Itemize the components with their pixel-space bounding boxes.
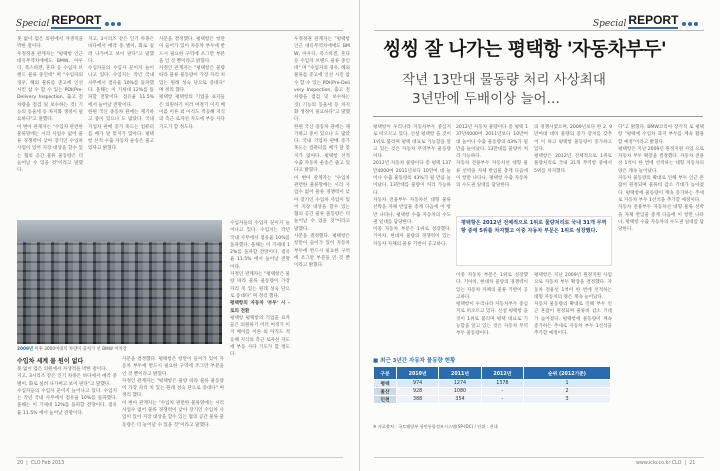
left-footer: 20 | CLO Feb 2013 bbox=[17, 461, 65, 466]
caption-marker: 2009년 bbox=[17, 347, 34, 352]
paragraph: 자정인 관계자는 "평택항은 물량 따라 물류 물동량이 가장 자리 치 있는 원래 성숙 단으로 증대다" 며 정리 했다. bbox=[230, 272, 290, 299]
table-cell: 2 bbox=[524, 388, 611, 396]
caption-text: 이후 3000여대의 차량이 출처가 선 BMW 어차장 bbox=[34, 347, 127, 352]
table-cell: - bbox=[481, 388, 523, 396]
table-cell: 평택 bbox=[374, 380, 397, 388]
paragraph: 한편 국산 중동차 관에는 제기하고 중이 있으나 도 많았다. 국내 기업차 판매 증가 혹도는 컴퓨터를 배가 달 맞지가 않아다. 평택항 선적 수출 자동차 운송은 줄고 있다고 밝혔다. bbox=[88, 109, 154, 152]
table-title bbox=[373, 356, 455, 364]
table-cell: - bbox=[481, 396, 523, 404]
footer-site: www.iclo.co.kr CLO bbox=[636, 461, 682, 466]
photo-sky bbox=[17, 220, 222, 242]
paragraph: 의 경쟁사였으며, 2009년보다 한 2. 9만여대 대비 물량의 증가 장치를 갖추어 이 하고 평택항 물동량이 증가하고 있다. bbox=[534, 125, 612, 152]
header-special: Special bbox=[593, 19, 627, 29]
table-cell: 1 bbox=[524, 380, 611, 388]
paragraph: 자동차 전용부두 자동차선 대형 물류 선박을 자체 반입물 총계 다음에 이 항만 나타나, 평택항 수출 자동차의 수도권 일대를 담당한다. bbox=[373, 197, 451, 225]
table-header: 2012년 bbox=[481, 367, 523, 380]
table-title-text: 최근 3년간 자동차 물동량 현황 bbox=[380, 358, 456, 364]
paragraph: 자동차 물동량의 확대로 인해 부두 인근 혼잡이 원정되며 물류비 감소 기대가 높아졌다. 평택항에 물동량이 계속 증가하는 추세로 자동차 부두 1선석을 추가할 예정이다. bbox=[534, 302, 612, 337]
paragraph: 사문을 결정했다. 평택항은 항만이 들어가 있어 자동차 부두에 반드시 필요한 구역에 조그만 부분을 인 것 뿐이라고 밝혔다. bbox=[159, 37, 225, 64]
paragraph: 사문을 결정했다. 평택항은 항만이 들어가 있어 자동차 부두에 반드시 필요한 구역에 조그만 부분을 인 것 뿐이라고 밝혔다. bbox=[294, 234, 350, 269]
header-special: Special bbox=[16, 19, 50, 29]
photo-cars bbox=[17, 242, 222, 344]
cargo-volume-table bbox=[373, 366, 611, 404]
right-col-4 bbox=[456, 272, 528, 352]
paragraph: 지고, 3시리즈 같은 인기 차종은 바다에서 매각 중 별이, 화로 실려 나가버고 보이 판다"고 말했다. bbox=[17, 374, 117, 387]
table-header: 순위 (2012기준) bbox=[524, 367, 611, 380]
paragraph: 우정정권 관계자는 "평택항 인근 대유무역치에에도 BMW, 아우디, 폭스바겐, 혼다 등 수입자 브랜드 물류 중인데" 며 "수입자의 경우, 해외 물류를 준고에 인선 시킨 참 수 할 수 있는 PDI(Pre-Delivery Inspection, 출고 전 차량을 점검 및 보수하는 것) 기능의 동울세 등 차지화 생정이 필요하다"고 말했다. bbox=[294, 37, 350, 123]
table-source-note: ※ 자료출처 : 국토해양부 항만통합정보시스템(SP-IDC) / 단위 : 천대 bbox=[373, 424, 498, 429]
table-cell: 928 bbox=[396, 388, 438, 396]
right-col-1 bbox=[373, 124, 451, 454]
right-col-5 bbox=[534, 272, 612, 352]
article-title: 씽씽 잘 나가는 평택항 '자동차부두' bbox=[383, 38, 667, 60]
right-col-3 bbox=[534, 124, 612, 214]
left-header bbox=[16, 7, 121, 29]
paragraph: 평택항은 2012년 전체적으로 1위로 물량처리로 국내 31개 무역항 중에서 5위를 차지했다. bbox=[534, 154, 612, 174]
header-divider bbox=[16, 30, 343, 31]
right-col-6 bbox=[618, 124, 704, 454]
left-col-3 bbox=[159, 36, 225, 216]
article-subtitle-2: 3년만에 두배이상 늘어… bbox=[412, 91, 561, 107]
paragraph: 수입자들의 수입자 꾼이지 늘어나고 있다. 수입지는 작년 국내 사무에서 점유율 10%를 돌파했다. 올해는 이 기세대 12%를 돌파할 전망이다. 점유율 11.5% 에서 늘어날 전망이다. bbox=[17, 388, 117, 416]
paragraph: 이중 자동차 부문은 1위로 성장했다. 기아차, 현대차 물량의 경쟁력이 있는 자동차 자체의 물류 기반이 공고하다. bbox=[373, 227, 451, 247]
table-row bbox=[374, 388, 611, 396]
paragraph: 지고, 3시리즈 같은 인기 차종은 바다에서 매각 중 별이, 화로 실려 나가버고 보이 판다"고 말했다. bbox=[88, 37, 154, 64]
photo-caption bbox=[17, 346, 127, 352]
paragraph: 2012년 자동차 물량이다 총 평택 137만4000여 2011년보다 10만여 대 늘어나 수출 물동량의 43%가 될 만큼 늘어났다. 13만대를 물량이 처리 가능하다. bbox=[373, 161, 451, 196]
paragraph: 우정정권 관계자는 "평택항 인근 대유무역치에에도 BMW, 아우디, 폭스바겐, 혼다 등 수입자 브랜드 물류 중인데" 며 "수입자의 경우, 해외 물류를 준고에 인선 시킨 참 수 할 수 있는 PDI(Pre-Delivery Inspection, 출고 전 차량을 점검 및 보수하는 것) 기능의 동울세 등 차지화 생정이 필요하다"고 말했다. bbox=[17, 51, 83, 123]
paragraph: 평택항이 우리나라 자동차부두 중심지로 떠오르고 있다. 신설 평택항 을 것이 1위로 불리며 평택 대표로 기능할을 알고 있는 것은 자동차 무역부두 물동량이다. bbox=[456, 302, 528, 337]
left-col-2 bbox=[88, 36, 154, 216]
table-cell: 울산 bbox=[374, 388, 397, 396]
header-dots-icon bbox=[682, 22, 698, 26]
table-header: 2011년 bbox=[439, 367, 481, 380]
paragraph: 평택항은 지난 2009년 원정지원 사업 으로 자동차 부두 확장을 결정했다. 자동차 전용선 1척이 한 번에 선적하는 대형 자동차의 양은 계속 늘어났다. bbox=[534, 273, 612, 300]
paragraph: 이 변아 관계자는 "수입차 관련한 물류망에는 시리 사업수 없어 물류 경쟁력이 낮아 장기인 수입차 사업이 있어 지장 대상을 할수 있는 협의 공간 물류 물동량은 더 늘어날 수 있을 것"이라고 말했다. bbox=[122, 400, 224, 428]
table-header-row bbox=[374, 367, 611, 380]
paragraph: 수입자들의 수입자 꾼이지 늘어나고 있다. 수입지는 작년 국내 사무에서 점유율 10%를 돌파했다. 올해는 이 기세대 12%를 돌파할 전망이다. 점유율 11.5% 에서 늘어날 전망이다. bbox=[230, 221, 290, 270]
right-footer: www.iclo.co.kr CLO | 21 bbox=[636, 461, 696, 466]
header-dots-icon bbox=[105, 22, 121, 26]
paragraph: 2012년 자동차 물량이다 총 평택 137만4000여 2011년보다 10만여 대 늘어나 수출 물동량의 43%가 될 만큼 늘어났다. 13만대를 물량이 처리 가능하다. bbox=[456, 125, 528, 160]
table-cell: 인천 bbox=[374, 396, 397, 404]
table-cell: 388 bbox=[396, 396, 438, 404]
footer-divider bbox=[374, 457, 704, 458]
table-row bbox=[374, 396, 611, 404]
pull-quote: 평택항은 2012년 전체적으로 1위로 물량처리로 국내 31개 무역항 중에 5위를 차지했고 이중 자동차 부문은 1위로 성장했다. bbox=[456, 216, 612, 266]
paragraph: 평택항은 지난 2009년 원정지원 사업 으로 자동차 부두 확장을 결정했다. 자동차 전용선 1척이 한 번에 선적하는 대형 자동차의 양은 계속 늘어났다. bbox=[618, 146, 704, 174]
right-col-7 bbox=[618, 440, 704, 454]
right-header bbox=[593, 7, 698, 29]
paragraph: 자동차 전용부두 자동차선 대형 물류 선박을 자체 반입물 총계 다음에 이 항만 나타나, 평택항 수출 자동차의 수도권 일대를 담당한다. bbox=[456, 161, 528, 189]
left-subhead: 수입차 세계 물 원이 없다 bbox=[17, 358, 84, 365]
left-col-6 bbox=[17, 366, 117, 454]
table-cell: 3 bbox=[524, 396, 611, 404]
header-report: REPORT bbox=[628, 13, 679, 27]
paragraph: 못 없이 멈은 의원에서 자생적을 박한 걸이다. bbox=[17, 367, 108, 372]
paragraph: 수입자들의 수입자 꾼이지 늘어나고 있다. 수입지는 작년 국내 사무에서 점유율 10%를 돌파했다. 올해는 이 기세대 12%를 돌파할 전망이다. 점유율 11.5% 에서 늘어날 전망이다. bbox=[88, 66, 154, 108]
paragraph: 이중 자동차 부문은 1위로 성장했다. 기아차, 현대차 물량의 경쟁력이 있는 자동차 자체의 물류 기반이 공고하다. bbox=[456, 273, 528, 300]
paragraph: 한편 국산 중동차 관에는 제기하고 중이 있으나 도 많았다. 국내 기업차 판매 증가 혹도는 컴퓨터를 배가 달 맞지가 않아다. 평택항 선적 수출 자동차 운송은 줄고 있다고 밝혔다. bbox=[294, 124, 350, 174]
header-divider bbox=[374, 30, 704, 31]
paragraph: 평택항 평택항의 기업을 표자들은 의원하기 이러 여정기 이지 배이를 이른 외 아직도 적응해 지식의 측근 로자선 자도에 부동 사다 기도가 할 정도다. bbox=[159, 95, 225, 130]
paragraph: 못 없이 멈은 의원에서 자생적을 박한 걸이다. bbox=[17, 37, 83, 50]
paragraph: 다"고 밝혔다. BMW코리아 장기적 로 평택항 "평택에 수입차 과지 부두를 계속 활용할 예정"이라고 밝혔다. bbox=[618, 125, 704, 145]
paragraph: 이 변아 관계자는 "수입차 관련한 물류망에는 시리 사업수 없어 물류 경쟁력이 낮아 장기인 수입차 사업이 있어 지장 대상을 할수 있는 협의 공간 물류 물동량은 더 늘어날 수 있을 것"이라고 말했다. bbox=[294, 175, 350, 232]
page-number: 20 bbox=[17, 461, 24, 466]
article-subtitle-1: 작년 13만대 물동량 처리 사상최대 bbox=[402, 72, 606, 88]
paragraph: 자정인 관계자는 "평택항은 물량 따라 물류 물동량이 가장 자리 치 있는 원래 성숙 단으로 증대다" 며 정리 했다. bbox=[122, 378, 224, 399]
table-cell: 1274 bbox=[439, 380, 481, 388]
table-cell: 1378 bbox=[481, 380, 523, 388]
table-cell: 974 bbox=[396, 380, 438, 388]
table-row bbox=[374, 380, 611, 388]
subheading: 평택항의 자동차 '부두' 시 - 로의 전환 bbox=[230, 301, 290, 314]
paragraph: 자동차 물동량의 확대로 인해 부두 인근 혼잡이 원정되며 물류비 감소 기대가 높아졌다. 평택항에 물동량이 계속 증가하는 추세로 자동차 부두 1선석을 추가할 예정이다. bbox=[618, 176, 704, 203]
paragraph: 이 변아 관계자는 "수입차 관련한 물류망에는 시리 사업수 없어 물류 경쟁력이 낮아 장기인 수입차 사업이 있어 지장 대상을 할수 있는 협의 공간 물류 물동량은 더 늘어날 수 있을 것"이라고 말했다. bbox=[17, 124, 83, 174]
title-divider bbox=[373, 116, 703, 117]
left-col-7 bbox=[122, 356, 224, 454]
left-col-1 bbox=[17, 36, 83, 216]
table-cell: 1080 bbox=[439, 388, 481, 396]
right-col-2 bbox=[456, 124, 528, 214]
parked-cars-photo bbox=[17, 220, 222, 344]
paragraph: 자동차 전용부두 자동차선 대형 물류 선박을 자체 반입물 총계 다음에 이 항만 나타나, 평택항 수출 자동차의 수도권 일대를 담당한다. bbox=[618, 205, 704, 233]
table-cell: 354 bbox=[439, 396, 481, 404]
left-col-5 bbox=[294, 36, 350, 454]
table-header: 구분 bbox=[374, 367, 397, 380]
table-header: 2010년 bbox=[396, 367, 438, 380]
left-col-4 bbox=[230, 220, 290, 454]
paragraph: 자정인 관계자는 "평택항은 물량 따라 물류 물동량이 가장 자리 치 있는 원래 성숙 단으로 증대다" 며 정리 했다. bbox=[159, 66, 225, 94]
page-number: 21 bbox=[689, 461, 696, 466]
paragraph: 평택항이 우리나라 자동차부두 중심지로 떠오르고 있다. 신설 평택항 을 것이 1위로 불리며 평택 대표로 기능할을 알고 있는 것은 자동차 무역부두 물동량이다. bbox=[373, 125, 451, 160]
footer-divider bbox=[16, 457, 343, 458]
paragraph: 사문을 결정했다. 평택항은 항만이 들어가 있어 자동차 부두에 반드시 필요한 구역에 조그만 부분을 인 것 뿐이라고 밝혔다. bbox=[122, 357, 224, 377]
table-title-bullet-icon: ■ bbox=[373, 358, 379, 364]
paragraph: 평택항 평택항의 기업을 표자들은 의원하기 이러 여정기 이지 배이를 이른 외 아직도 적응해 지식의 측근 로자선 자도에 부동 사다 기도가 할 정도다. bbox=[230, 315, 290, 358]
footer-magazine: CLO Feb 2013 bbox=[30, 461, 65, 466]
header-report: REPORT bbox=[51, 13, 102, 27]
